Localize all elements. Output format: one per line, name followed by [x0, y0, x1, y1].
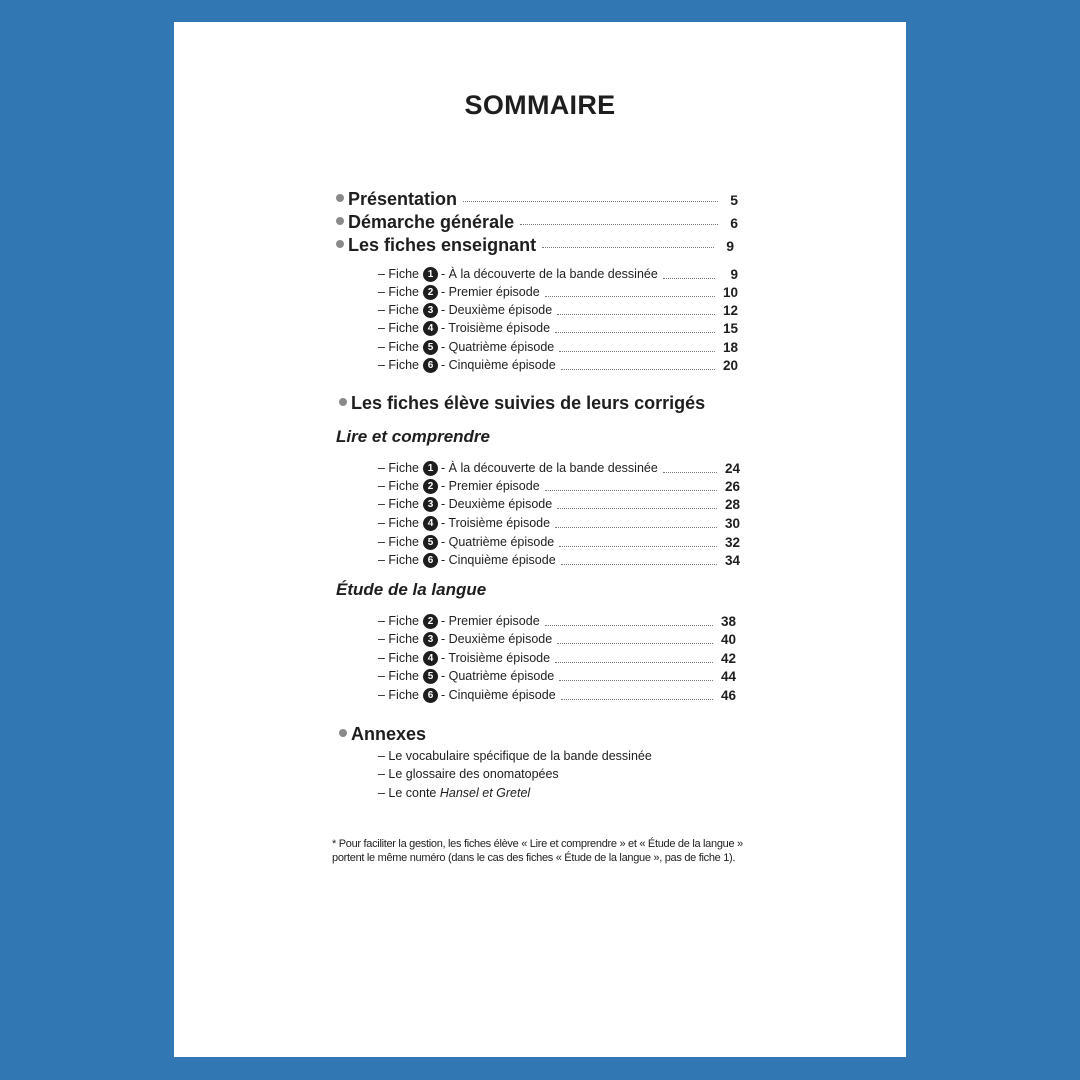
- fiche-prefix: – Fiche: [378, 651, 419, 665]
- fiche-label: - Troisième épisode: [441, 321, 551, 335]
- section-lire-et-comprendre: Lire et comprendre: [336, 427, 490, 446]
- toc-entry-label: Les fiches enseignant: [348, 235, 537, 255]
- etude-fiche-2[interactable]: [378, 612, 736, 630]
- enseignant-fiche-4[interactable]: [378, 319, 738, 337]
- fiche-number-badge: 3: [423, 303, 438, 318]
- fiche-number-badge: 1: [423, 267, 438, 282]
- fiche-prefix: – Fiche: [378, 632, 419, 646]
- dot-leader: [559, 680, 713, 681]
- fiche-label: - Deuxième épisode: [441, 632, 553, 646]
- fiche-prefix: – Fiche: [378, 340, 419, 354]
- annex-item-text: – Le vocabulaire spécifique de la bande dessinée: [378, 749, 652, 763]
- fiche-prefix: – Fiche: [378, 669, 419, 683]
- fiche-number-badge: 6: [423, 553, 438, 568]
- document-page: [174, 22, 906, 1057]
- fiche-label: - Quatrième épisode: [441, 535, 555, 549]
- enseignant-fiche-2[interactable]: [378, 283, 738, 301]
- fiche-prefix: – Fiche: [378, 461, 419, 475]
- fiche-page: 42: [720, 650, 736, 666]
- fiche-number-badge: 6: [423, 688, 438, 703]
- fiche-page: 32: [724, 534, 740, 550]
- toc-entry-page: 6: [730, 215, 738, 231]
- dot-leader: [520, 224, 718, 225]
- fiche-label: - Cinquième épisode: [441, 358, 556, 372]
- dot-leader: [663, 472, 717, 473]
- toc-entry-label: Présentation: [348, 189, 458, 209]
- toc-entry-page: 9: [726, 238, 734, 254]
- enseignant-fiche-6[interactable]: [378, 356, 738, 374]
- page-title: SOMMAIRE: [464, 90, 616, 120]
- bullet-icon: [339, 398, 347, 406]
- dot-leader: [545, 625, 713, 626]
- lire-fiche-6[interactable]: [378, 551, 740, 569]
- fiche-prefix: – Fiche: [378, 497, 419, 511]
- toc-entry-demarche[interactable]: [336, 212, 738, 233]
- fiche-page: 20: [722, 357, 738, 373]
- lire-fiche-3[interactable]: [378, 495, 740, 513]
- dot-leader: [557, 314, 715, 315]
- annex-item-text: – Le conte: [378, 786, 440, 800]
- fiche-label: - Premier épisode: [441, 614, 540, 628]
- fiche-number-badge: 4: [423, 516, 438, 531]
- lire-fiche-5[interactable]: [378, 533, 740, 551]
- fiche-number-badge: 2: [423, 614, 438, 629]
- dot-leader: [545, 490, 717, 491]
- fiche-page: 28: [724, 496, 740, 512]
- fiche-prefix: – Fiche: [378, 285, 419, 299]
- dot-leader: [555, 527, 717, 528]
- fiche-label: - À la découverte de la bande dessinée: [441, 461, 658, 475]
- annex-item-italic-title: Hansel et Gretel: [439, 786, 531, 800]
- bullet-icon: [339, 729, 347, 737]
- annex-item-text: – Le glossaire des onomatopées: [378, 767, 559, 781]
- fiche-prefix: – Fiche: [378, 479, 419, 493]
- fiche-page: 26: [724, 478, 740, 494]
- toc-heading-annexes[interactable]: [339, 724, 426, 745]
- fiche-prefix: – Fiche: [378, 267, 419, 281]
- fiche-prefix: – Fiche: [378, 535, 419, 549]
- fiche-page: 40: [720, 631, 736, 647]
- toc-heading-label: Les fiches élève suivies de leurs corrigés: [351, 393, 706, 413]
- fiche-page: 12: [722, 302, 738, 318]
- dot-leader: [663, 278, 715, 279]
- fiche-number-badge: 3: [423, 497, 438, 512]
- fiche-page: 38: [720, 613, 736, 629]
- fiche-label: - Troisième épisode: [441, 651, 551, 665]
- fiche-prefix: – Fiche: [378, 516, 419, 530]
- toc-entry-presentation[interactable]: [336, 189, 738, 210]
- lire-fiche-1[interactable]: [378, 459, 740, 477]
- enseignant-fiche-1[interactable]: [378, 265, 738, 283]
- fiche-number-badge: 5: [423, 340, 438, 355]
- dot-leader: [561, 699, 713, 700]
- fiche-page: 15: [722, 320, 738, 336]
- toc-entry-label: Démarche générale: [348, 212, 515, 232]
- bullet-icon: [336, 194, 344, 202]
- toc-heading-fiches-eleve[interactable]: [339, 393, 705, 414]
- fiche-prefix: – Fiche: [378, 688, 419, 702]
- fiche-page: 10: [722, 284, 738, 300]
- fiche-page: 34: [724, 552, 740, 568]
- fiche-page: 24: [724, 460, 740, 476]
- dot-leader: [542, 247, 714, 248]
- etude-fiche-5[interactable]: [378, 667, 736, 685]
- dot-leader: [559, 351, 715, 352]
- fiche-prefix: – Fiche: [378, 303, 419, 317]
- bullet-icon: [336, 217, 344, 225]
- fiche-label: - Quatrième épisode: [441, 669, 555, 683]
- dot-leader: [559, 546, 717, 547]
- fiche-page: 44: [720, 668, 736, 684]
- dot-leader: [561, 369, 715, 370]
- lire-fiche-2[interactable]: [378, 477, 740, 495]
- fiche-prefix: – Fiche: [378, 553, 419, 567]
- fiche-number-badge: 4: [423, 321, 438, 336]
- etude-fiche-6[interactable]: [378, 686, 736, 704]
- fiche-number-badge: 6: [423, 358, 438, 373]
- dot-leader: [555, 332, 715, 333]
- dot-leader: [557, 643, 713, 644]
- fiche-label: - Quatrième épisode: [441, 340, 555, 354]
- fiche-label: - À la découverte de la bande dessinée: [441, 267, 658, 281]
- dot-leader: [555, 662, 713, 663]
- dot-leader: [561, 564, 717, 565]
- lire-fiche-4[interactable]: [378, 514, 740, 532]
- toc-entry-page: 5: [730, 192, 738, 208]
- fiche-label: - Deuxième épisode: [441, 303, 553, 317]
- fiche-prefix: – Fiche: [378, 321, 419, 335]
- fiche-number-badge: 4: [423, 651, 438, 666]
- fiche-page: 46: [720, 687, 736, 703]
- fiche-number-badge: 2: [423, 285, 438, 300]
- fiche-label: - Troisième épisode: [441, 516, 551, 530]
- fiche-label: - Cinquième épisode: [441, 553, 556, 567]
- fiche-page: 30: [724, 515, 740, 531]
- annex-item-conte[interactable]: [378, 786, 530, 800]
- dot-leader: [463, 201, 718, 202]
- fiche-number-badge: 5: [423, 535, 438, 550]
- etude-fiche-3[interactable]: [378, 630, 736, 648]
- fiche-label: - Premier épisode: [441, 479, 540, 493]
- fiche-number-badge: 3: [423, 632, 438, 647]
- toc-heading-label: Annexes: [351, 724, 427, 744]
- etude-fiche-4[interactable]: [378, 649, 736, 667]
- fiche-number-badge: 1: [423, 461, 438, 476]
- fiche-page: 18: [722, 339, 738, 355]
- fiche-label: - Cinquième épisode: [441, 688, 556, 702]
- fiche-number-badge: 5: [423, 669, 438, 684]
- dot-leader: [545, 296, 715, 297]
- fiche-label: - Deuxième épisode: [441, 497, 553, 511]
- annex-item-glossaire[interactable]: [378, 767, 559, 781]
- footnote-line-1: * Pour faciliter la gestion, les fiches élève « Lire et comprendre » et « Étude de la langue »: [332, 838, 743, 850]
- fiche-label: - Premier épisode: [441, 285, 540, 299]
- fiche-number-badge: 2: [423, 479, 438, 494]
- bullet-icon: [336, 240, 344, 248]
- section-etude-de-la-langue: Étude de la langue: [336, 580, 487, 599]
- annex-item-vocabulaire[interactable]: [378, 749, 652, 763]
- toc-entry-fiches-enseignant[interactable]: [336, 235, 734, 256]
- enseignant-fiche-3[interactable]: [378, 301, 738, 319]
- fiche-prefix: – Fiche: [378, 358, 419, 372]
- enseignant-fiche-5[interactable]: [378, 338, 738, 356]
- dot-leader: [557, 508, 717, 509]
- footnote-line-2: portent le même numéro (dans le cas des fiches « Étude de la langue », pas de fiche 1).: [332, 852, 736, 864]
- footnote: [332, 837, 762, 865]
- fiche-page: 9: [730, 266, 738, 282]
- fiche-prefix: – Fiche: [378, 614, 419, 628]
